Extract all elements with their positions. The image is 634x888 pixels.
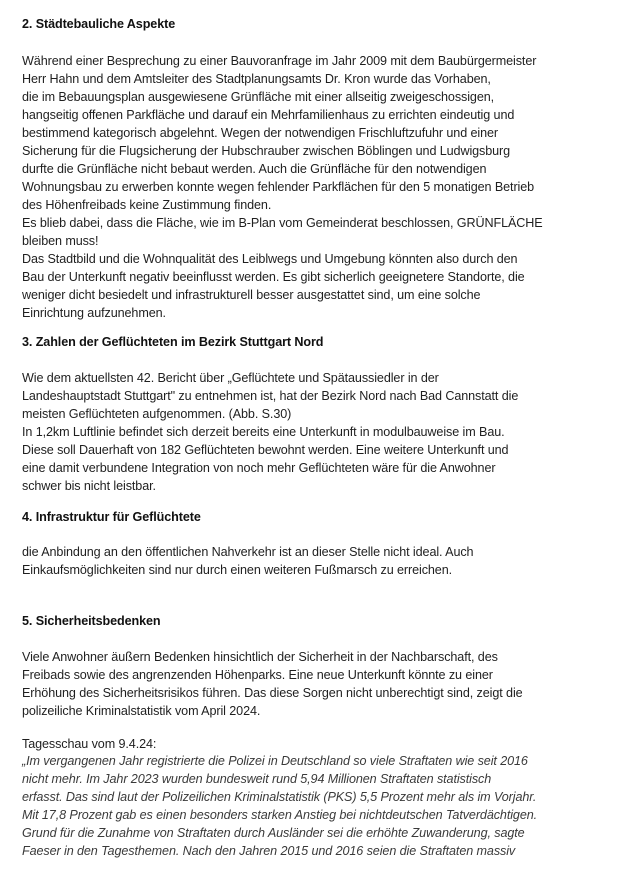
text-line: bestimmend kategorisch abgelehnt. Wegen der notwendigen Frischluftzufuhr und einer [22,126,499,140]
text-line: Es blieb dabei, dass die Fläche, wie im B-Plan vom Gemeinderat beschlossen, GRÜNFLÄCHE [22,216,543,230]
text-line: weniger dicht besiedelt und infrastrukturell besser ausgestattet sind, um eine solche [22,288,481,302]
text-line: eine damit verbundene Integration von noch mehr Geflüchteten wäre für die Anwohner [22,461,496,475]
text-line: hangseitig offenen Parkfläche und darauf ein Mehrfamilienhaus zu errichten eindeutig und [22,108,515,122]
text-line: Das Stadtbild und die Wohnqualität des Leiblwegs und Umgebung könnten also durch den [22,252,518,266]
text-line: Wohnungsbau zu erwerben konnte wegen fehlender Parkflächen für den 5 monatigen Betrieb [22,180,535,194]
section-heading-staedtebau: 2. Städtebauliche Aspekte [22,17,176,31]
quote-source: Tagesschau vom 9.4.24: [22,737,157,751]
text-line: Herr Hahn und dem Amtsleiter des Stadtplanungsamts Dr. Kron wurde das Vorhaben, [22,72,491,86]
text-line: Wie dem aktuellsten 42. Bericht über „Geflüchtete und Spätaussiedler in der [22,371,439,385]
text-line: Freibads sowie des angrenzenden Höhenparks. Eine neue Unterkunft könnte zu einer [22,668,493,682]
text-line: Bau der Unterkunft negativ beeinflusst werden. Es gibt sicherlich geeignetere Standorte, die [22,270,525,284]
text-line: Sicherung für die Flugsicherung der Hubschrauber zwischen Böblingen und Ludwigsburg [22,144,511,158]
text-line: meisten Geflüchteten aufgenommen. (Abb. S.30) [22,407,292,421]
quote-line: „Im vergangenen Jahr registrierte die Polizei in Deutschland so viele Straftaten wie seit 2016 [22,754,528,768]
quote-line: Mit 17,8 Prozent gab es einen besonders starken Anstieg bei nichtdeutschen Tatverdächtigen. [22,808,538,822]
text-line: Während einer Besprechung zu einer Bauvoranfrage im Jahr 2009 mit dem Baubürgermeister [22,54,537,68]
text-line: Einrichtung aufzunehmen. [22,306,166,320]
text-line: Viele Anwohner äußern Bedenken hinsichtlich der Sicherheit in der Nachbarschaft, des [22,650,498,664]
text-line: Diese soll Dauerhaft von 182 Geflüchteten bewohnt werden. Eine weitere Unterkunft und [22,443,509,457]
text-line: Landeshauptstadt Stuttgart" zu entnehmen ist, hat der Bezirk Nord nach Bad Cannstatt die [22,389,519,403]
text-line: In 1,2km Luftlinie befindet sich derzeit bereits eine Unterkunft in modulbauweise im Bau. [22,425,505,439]
quote-line: Grund für die Zunahme von Straftaten durch Ausländer sei die erhöhte Zuwanderung, sagte [22,826,525,840]
text-line: polizeiliche Kriminalstatistik vom April 2024. [22,704,261,718]
text-line: die im Bebauungsplan ausgewiesene Grünfläche mit einer allseitig zweigeschossigen, [22,90,495,104]
section-heading-sicherheit: 5. Sicherheitsbedenken [22,614,161,628]
quote-line: erfasst. Das sind laut der Polizeilichen Kriminalstatistik (PKS) 5,5 Prozent mehr als im Vorjahr. [22,790,537,804]
text-line: die Anbindung an den öffentlichen Nahverkehr ist an dieser Stelle nicht ideal. Auch [22,545,474,559]
section-heading-zahlen: 3. Zahlen der Geflüchteten im Bezirk Stuttgart Nord [22,335,324,349]
text-line: durfte die Grünfläche nicht bebaut werden. Auch die Grünfläche für den notwendigen [22,162,487,176]
text-line: bleiben muss! [22,234,99,248]
text-line: schwer bis nicht leistbar. [22,479,156,493]
quote-line: Faeser in den Tagesthemen. Nach den Jahren 2015 und 2016 seien die Straftaten massiv [22,844,516,858]
quote-line: nicht mehr. Im Jahr 2023 wurden bundesweit rund 5,94 Millionen Straftaten statistisch [22,772,492,786]
text-line: Einkaufsmöglichkeiten sind nur durch einen weiteren Fußmarsch zu erreichen. [22,563,452,577]
text-line: des Höhenfreibads keine Zustimmung finden. [22,198,272,212]
section-heading-infrastruktur: 4. Infrastruktur für Geflüchtete [22,510,201,524]
text-line: Erhöhung des Sicherheitsrisikos führen. Das diese Sorgen nicht unberechtigt sind, zeigt die [22,686,523,700]
